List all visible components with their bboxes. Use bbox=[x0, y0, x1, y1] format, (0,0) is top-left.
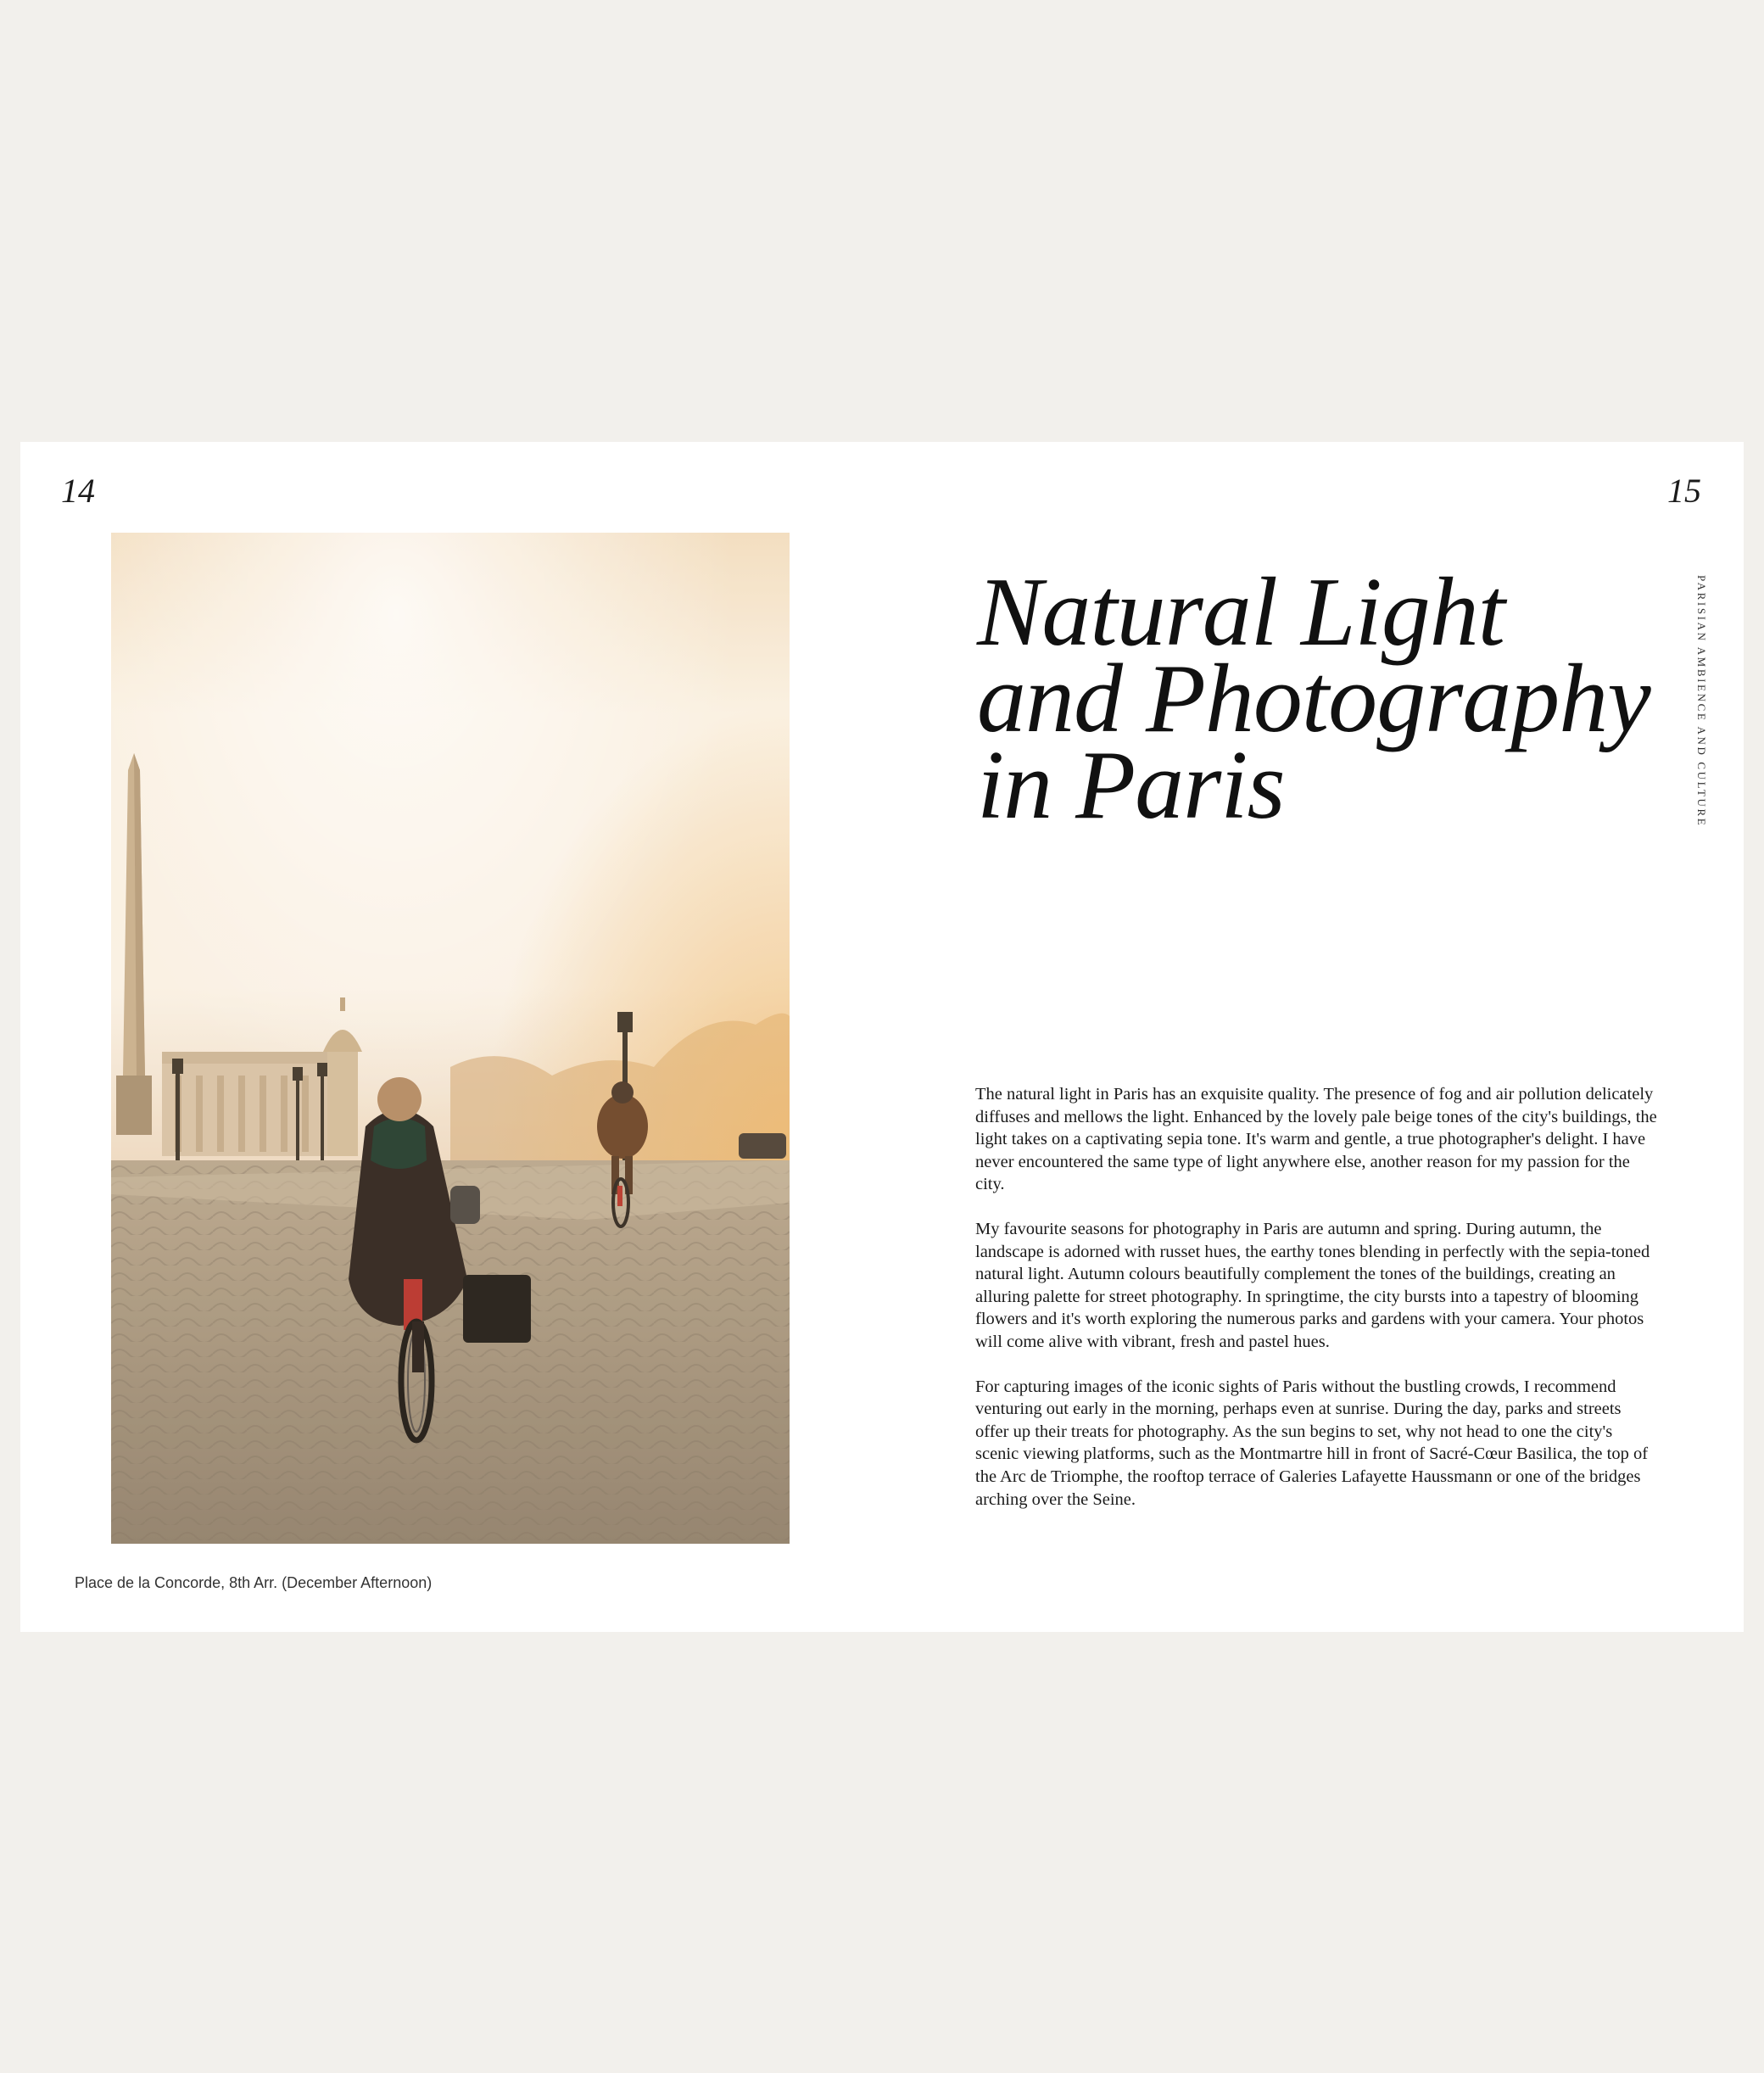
paragraph: My favourite seasons for photography in Paris are autumn and spring. During autumn, the landscape is adorned with russet hues, the earthy tones blending in perfectly with the sepia-toned natural light. Autumn colours beautifully complement the tones of the buildings, creating an alluring palette for street photography. In springtime, the city bursts into a tapestry of blooming flowers and it's worth exploring the numerous parks and gardens with your camera. Your photos will come alive with vibrant, fresh and pastel hues. bbox=[975, 1219, 1650, 1351]
article-title bbox=[977, 558, 1689, 840]
street-photo bbox=[111, 533, 790, 1544]
photo-caption: Place de la Concorde, 8th Arr. (December Afternoon) bbox=[75, 1574, 433, 1591]
title-line-3: in Paris bbox=[977, 731, 1285, 840]
title-line-2: and Photography bbox=[977, 645, 1650, 753]
paragraph: The natural light in Paris has an exquisite quality. The presence of fog and air pollution delicately diffuses and mellows the light. Enhanced by the lovely pale beige tones of the city's buildings, the light takes on a captivating sepia tone. It's warm and gentle, a true photographer's delight. I have never encountered the same type of light anywhere else, another reason for my passion for the city. bbox=[975, 1085, 1657, 1194]
section-label: PARISIAN AMBIENCE AND CULTURE bbox=[1695, 575, 1708, 828]
article-body bbox=[975, 1083, 1659, 1533]
left-page-number: 14 bbox=[61, 472, 95, 510]
right-page-number: 15 bbox=[1667, 472, 1701, 510]
title-line-1: Natural Light bbox=[977, 558, 1504, 667]
paragraph: For capturing images of the iconic sights of Paris without the bustling crowds, I recommend venturing out early in the morning, perhaps even at sunrise. During the day, parks and streets offer up their treats for photography. As the sun begins to set, why not head to one the city's scenic viewing platforms, such as the Montmartre hill in front of Sacré-Cœur Basilica, the top of the Arc de Triomphe, the rooftop terrace of Galeries Lafayette Haussmann or one of the bridges arching over the Seine. bbox=[975, 1377, 1649, 1509]
book-spread bbox=[20, 442, 1744, 1632]
cyclists-concorde-illustration bbox=[111, 533, 790, 1544]
